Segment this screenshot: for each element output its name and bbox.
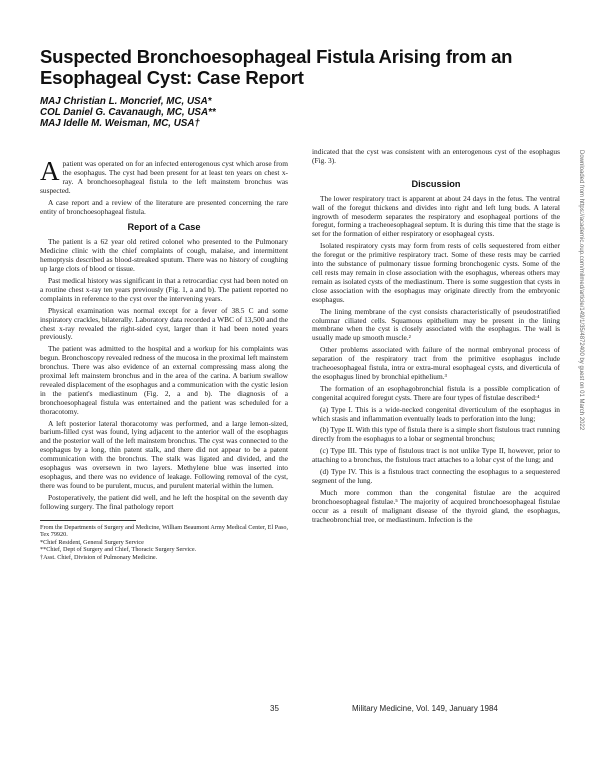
- case-paragraph-2: Past medical history was significant in that a retrocardiac cyst had been noted on a routine chest x-ray ten years previously (Fig. 1, a and b). The patient reported no complaints in reference to the cyst over the intervening years.: [40, 275, 288, 303]
- case-paragraph-1: The patient is a 62 year old retired colonel who presented to the Pulmonary Medicine clinic with the chief complaints of cough, malaise, and intermittent hemoptysis described as blood-streaked sputum. There was no history of coughing up large clots of blood or tissue.: [40, 237, 288, 274]
- fistula-type-b: (b) Type II. With this type of fistula there is a simple short fistulous tract running directly from the esophagus to a lobar or segmental bronchus;: [312, 425, 560, 444]
- fistula-type-d: (d) Type IV. This is a fistulous tract connecting the esophagus to a sequestered segment of the lung.: [312, 467, 560, 485]
- intro-paragraph-2: A case report and a review of the literature are presented concerning the rare entity of bronchoesophageal fistula.: [40, 197, 288, 216]
- author-list: [40, 96, 216, 129]
- fistula-type-c: (c) Type III. This type of fistulous tract is not unlike Type II, however, prior to attaching to a bronchus, the fistulous tract attaches to a lobar cyst of the lung; and: [312, 446, 560, 465]
- footnote-2: **Chief, Dept of Surgery and Chief, Thoracic Surgery Service.: [40, 546, 197, 554]
- running-footer: Military Medicine, Vol. 149, January 1984: [352, 704, 498, 713]
- fistula-type-a: (a) Type I. This is a wide-necked congenital diverticulum of the esophagus in which stasis and inflammation eventually leads to perforation into the lung;: [312, 404, 560, 423]
- footnote-3: †Asst. Chief, Division of Pulmonary Medicine.: [40, 554, 158, 561]
- page-number: 35: [270, 704, 279, 713]
- intro-paragraph-1: [40, 156, 288, 196]
- author-2: COL Daniel G. Cavanaugh, MC, USA**: [40, 107, 216, 118]
- discussion-paragraph-6: Much more common than the congenital fistulae are the acquired bronchoesophageal fistulae.⁵ The majority of acquired bronchoesophageal fistulae occur as a result of malignant disease of the thyroid gland, the esophagus, tracheobronchial tree, or mediastinum. Infection is the: [312, 487, 560, 524]
- case-paragraph-5: A left posterior lateral thoracotomy was performed, and a large lemon-sized, barium-filled cyst was found, lying adjacent to the anterior wall of the esophagus and the posterior wall of the left mainstem bronchus. The cyst was connected to the esophagus by a long, thin patent stalk, and there did not appear to be a patent communication with the bronchus. The stalk was ligated and divided, and the esophagus was oversewn in two layers. Methylene blue was inserted into esophagus, and there was no evidence of leakage. Following removal of the cyst, there was found to be purulent, mucus, and purulent material within the lumen.: [40, 418, 288, 490]
- download-watermark: [578, 150, 586, 431]
- footnote-divider: [40, 520, 136, 521]
- case-paragraph-3: Physical examination was normal except for a fever of 38.5 C and some inspiratory crackles, bilaterally. Laboratory data recorded a WBC of 13,500 and the chest x-ray revealed the right-sided cyst, larger than it had been noted years previously.: [40, 305, 288, 342]
- right-column: [312, 148, 560, 528]
- footnote-1: *Chief Resident, General Surgery Service: [40, 538, 144, 546]
- download-watermark-text: Downloaded from https://academic.oup.com/milmed/article/149/1/35/4872400 by guest on 01 March 2022: [578, 150, 584, 431]
- article-title: Suspected Bronchoesophageal Fistula Arising from an Esophageal Cyst: Case Report: [40, 46, 513, 88]
- discussion-paragraph-1: The lower respiratory tract is apparent at about 24 days in the fetus. The ventral wall of the foregut thickens and divides into right and left lung buds. A lateral ingrowth of mesoderm separates the respiratory and esophageal portions of the foregut, forming a tracheoesophageal septum. It is during this time that the stage is set for the formation of either respiratory or esophageal cysts.: [312, 193, 560, 239]
- section-heading-case: Report of a Case: [127, 222, 201, 233]
- section-heading-discussion: Discussion: [411, 178, 461, 189]
- footnotes: [40, 524, 288, 562]
- drop-cap: A: [40, 156, 60, 186]
- discussion-paragraph-4: Other problems associated with failure of the normal embryonal process of separation of the respiratory tract from the primitive esophagus include tracheoesophageal fistula, intra or extra-mural esophageal cysts, and diverticula of the esophagus lined by bronchial epithelium.³: [312, 345, 560, 381]
- intro-paragraph-1-text: patient was operated on for an infected enterogenous cyst which arose from the esophagus. The cyst had been present for at least ten years on chest x-ray. A bronchoesophageal fistula to the left mainstem bronchus was suspected.: [40, 159, 288, 195]
- discussion-paragraph-5: The formation of an esophagobronchial fistula is a possible complication of congenital acquired foregut cysts. There are four types of fistulae described:⁴: [312, 383, 560, 402]
- author-1: MAJ Christian L. Moncrief, MC, USA*: [40, 96, 212, 107]
- author-3: MAJ Idelle M. Weisman, MC, USA†: [40, 118, 200, 129]
- discussion-paragraph-2: Isolated respiratory cysts may form from rests of cells sequestered from either the foregut or the primitive respiratory tract. Some of these rests may be carried into the substance of pulmonary tissue forming bronchogenic cysts. Some of the cell rests may remain in close association with the esophagus, whereas others may remain as isolated cysts of the mediastinum. There is some suggestion that cysts in close association with the esophagus may originate directly from the embryonic esophagus.: [312, 241, 560, 304]
- discussion-paragraph-3: The lining membrane of the cyst consists characteristically of pseudostratified columnar ciliated cells. Squamous epithelium may be present in the lining membrane when the cyst is closely associated with the esophagus. The wall is usually made up smooth muscle.²: [312, 306, 560, 343]
- continuation-paragraph: indicated that the cyst was consistent with an enterogenous cyst of the esophagus (Fig. 3).: [312, 147, 560, 165]
- footnote-affiliation: From the Departments of Surgery and Medicine, William Beaumont Army Medical Center, El Paso, Tex 79920.: [40, 523, 288, 539]
- case-paragraph-6: Postoperatively, the patient did well, and he left the hospital on the seventh day following surgery. The final pathology report: [40, 492, 288, 511]
- left-column: [40, 156, 288, 562]
- case-paragraph-4: The patient was admitted to the hospital and a workup for his complaints was begun. Bronchoscopy revealed redness of the mucosa in the proximal left mainstem bronchus. There was also evidence of an external compressing mass along the proximal left mainstem bronchus and in the area of the carina. A barium swallow revealed displacement of the esophagus and a communication with the cystic lesion in the patient's mediastinum (Fig. 2, a and b). The diagnosis of a bronchoesophageal fistula was entertained and the patient was scheduled for a thoracotomy.: [40, 344, 288, 416]
